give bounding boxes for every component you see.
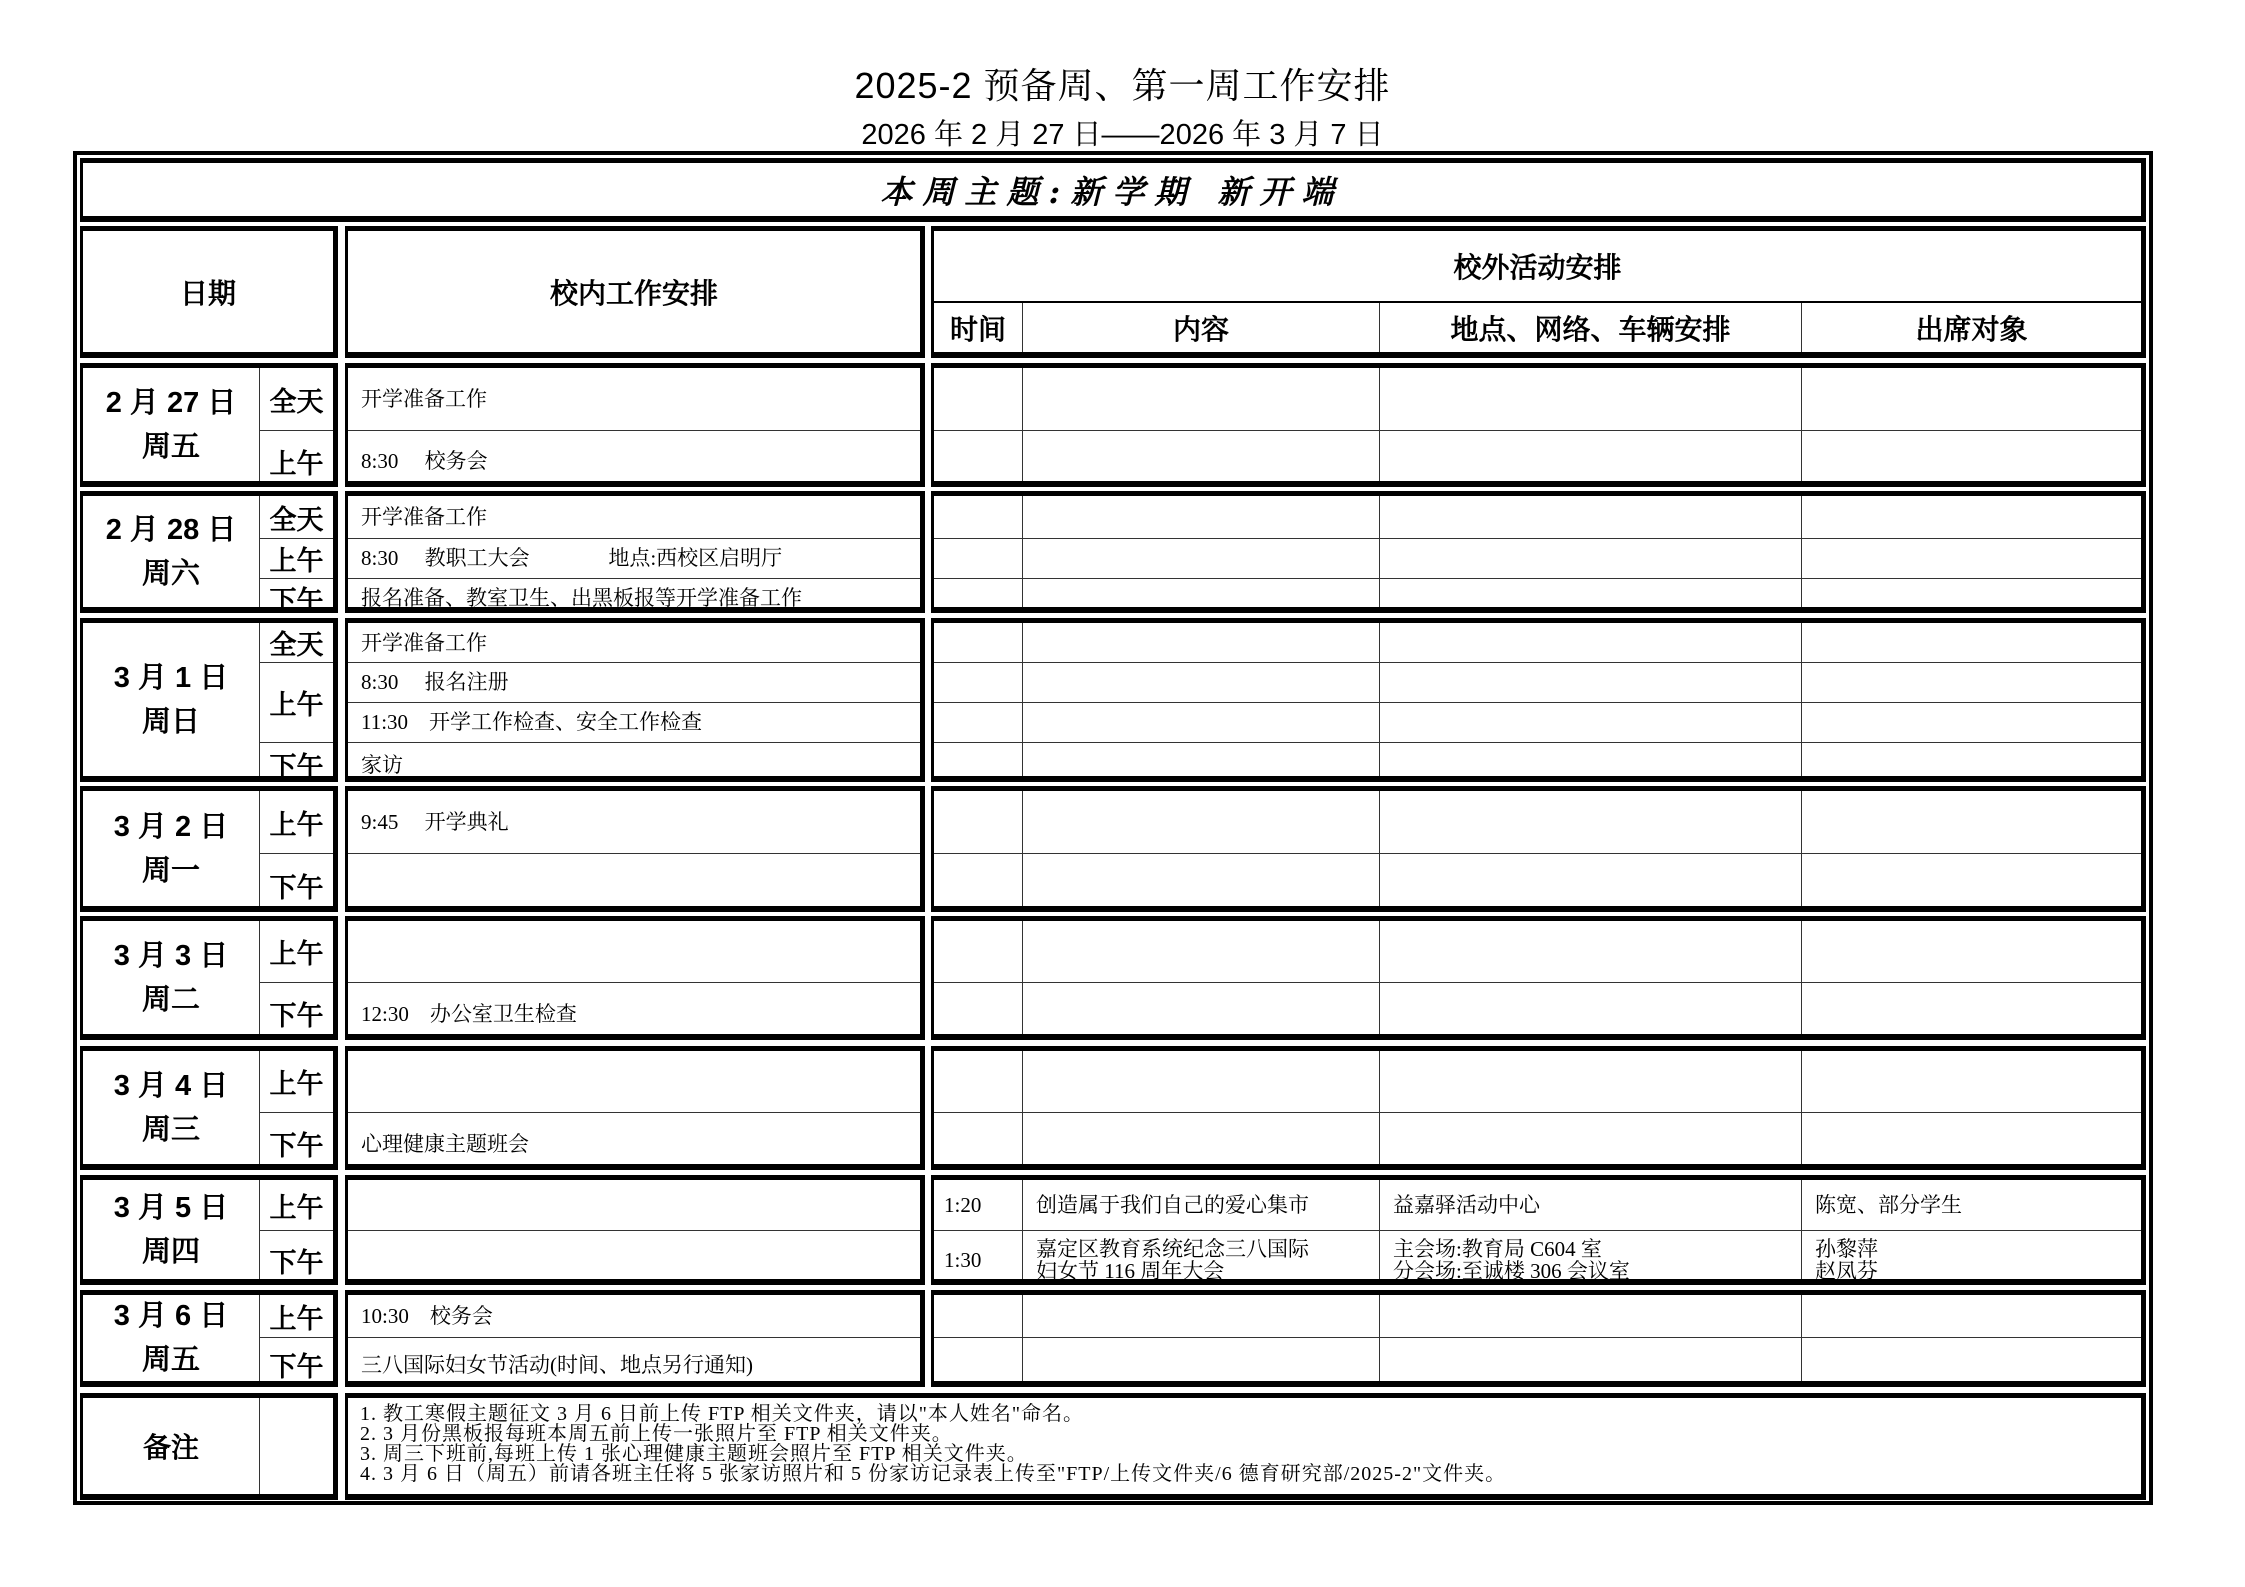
in-school-item: 开学准备工作 (361, 630, 487, 655)
period-label: 上午 (269, 545, 324, 577)
day-in-school-block (345, 786, 925, 912)
day-date: 3 月 4 日 (113, 1069, 229, 1102)
external-attendees (1802, 1230, 2142, 1290)
day-out-school-block (931, 1290, 2146, 1387)
day-in-school-block (345, 363, 925, 487)
header-date: 日期 (179, 276, 236, 310)
theme-row (80, 158, 2146, 222)
day-date: 3 月 5 日 (113, 1191, 229, 1224)
day-weekday: 周五 (141, 1344, 200, 1376)
day-out-school-block (931, 491, 2146, 613)
period-label: 上午 (269, 1192, 324, 1224)
day-in-school-block (345, 1290, 925, 1387)
external-location-line: 分会场:至诚楼 306 会议室 (1393, 1259, 1630, 1283)
in-school-item: 11:30 开学工作检查、安全工作检查 (361, 710, 703, 734)
day-date-cell (83, 623, 259, 776)
external-location-line: 益嘉驿活动中心 (1393, 1193, 1540, 1217)
in-school-item: 家访 (361, 752, 403, 777)
day-in-school-block (345, 1175, 925, 1285)
day-weekday: 周五 (141, 430, 200, 463)
day-date-block (80, 786, 338, 912)
in-school-item (348, 1230, 920, 1290)
document-title: 2025-2 预备周、第一周工作安排 (854, 65, 1391, 106)
period-label: 上午 (269, 1069, 324, 1100)
period-label: 下午 (269, 1247, 324, 1279)
day-date: 3 月 2 日 (113, 810, 229, 843)
day-out-school-block (931, 786, 2146, 912)
day-out-school-block (931, 1046, 2146, 1170)
external-time: 1:20 (944, 1193, 982, 1217)
period-label: 下午 (269, 752, 324, 783)
period-label: 下午 (269, 1001, 324, 1032)
notes-block (345, 1393, 2146, 1500)
external-content-line: 创造属于我们自己的爱心集市 (1036, 1193, 1309, 1217)
external-location (1380, 1230, 1801, 1290)
note-item: 4. 3 月 6 日（周五）前请各班主任将 5 张家访照片和 5 份家访记录表上传至"FTP/上传文件夹/6 德育研究部/2025-2"文件夹。 (360, 1463, 1507, 1485)
day-date: 2 月 27 日 (105, 386, 237, 419)
period-label: 全天 (269, 630, 324, 661)
header-content: 内容 (1172, 312, 1229, 346)
day-out-school-block (931, 618, 2146, 782)
day-date-cell (83, 1180, 259, 1279)
external-content (1023, 1230, 1379, 1290)
day-date-block (80, 1290, 338, 1387)
in-school-item: 8:30 报名注册 (361, 670, 509, 694)
day-date-block (80, 1175, 338, 1285)
day-date-cell (83, 791, 259, 906)
day-date-cell (83, 496, 259, 607)
day-date-block (80, 618, 338, 782)
notes-list (348, 1398, 2141, 1494)
header-out-school-block (931, 226, 2146, 358)
period-label: 下午 (269, 872, 324, 904)
day-weekday: 周六 (141, 557, 200, 590)
day-out-school-block (931, 916, 2146, 1040)
external-content-line: 妇女节 116 周年大会 (1036, 1259, 1225, 1283)
period-label: 全天 (269, 386, 324, 418)
header-in-school: 校内工作安排 (549, 276, 718, 310)
period-label: 下午 (269, 585, 324, 617)
day-date: 3 月 1 日 (113, 661, 229, 694)
in-school-item (348, 1180, 920, 1230)
external-location-line: 主会场:教育局 C604 室 (1393, 1237, 1602, 1261)
day-date-cell (83, 921, 259, 1034)
day-in-school-block (345, 618, 925, 782)
external-attendees-line: 孙黎萍 (1815, 1237, 1878, 1261)
in-school-item: 12:30 办公室卫生检查 (361, 1001, 577, 1026)
external-time: 1:30 (944, 1248, 982, 1272)
in-school-item: 三八国际妇女节活动(时间、地点另行通知) (361, 1352, 753, 1377)
day-date: 3 月 3 日 (113, 939, 229, 972)
header-attendees: 出席对象 (1915, 312, 2028, 346)
day-date: 2 月 28 日 (105, 513, 237, 546)
date-range: 2026 年 2 月 27 日——2026 年 3 月 7 日 (861, 119, 1384, 151)
in-school-item: 8:30 教职工大会 地点:西校区启明厅 (361, 546, 783, 570)
period-label: 上午 (269, 448, 324, 480)
note-item: 2. 3 月份黑板报每班本周五前上传一张照片至 FTP 相关文件夹。 (360, 1423, 953, 1445)
day-weekday: 周三 (141, 1113, 200, 1146)
day-date-cell (83, 1295, 259, 1381)
in-school-item: 10:30 校务会 (361, 1304, 493, 1328)
day-date-cell (83, 368, 259, 481)
period-label: 上午 (269, 939, 324, 970)
in-school-item: 开学准备工作 (361, 387, 487, 411)
day-out-school-block (931, 1175, 2146, 1285)
in-school-item: 心理健康主题班会 (361, 1131, 529, 1156)
day-weekday: 周二 (141, 983, 200, 1016)
in-school-item: 9:45 开学典礼 (361, 810, 509, 834)
header-date-block (80, 226, 338, 358)
week-theme: 本周主题:新学期 新开端 (880, 172, 1344, 211)
in-school-item (348, 1051, 920, 1112)
day-date-block (80, 363, 338, 487)
period-label: 上午 (269, 1303, 324, 1335)
in-school-item: 开学准备工作 (361, 505, 487, 529)
period-label: 下午 (269, 1352, 324, 1383)
notes-label-block (80, 1393, 338, 1500)
external-content-line: 嘉定区教育系统纪念三八国际 (1036, 1237, 1309, 1261)
external-attendees-line: 赵凤芬 (1815, 1259, 1878, 1283)
day-in-school-block (345, 916, 925, 1040)
day-in-school-block (345, 491, 925, 613)
day-date: 3 月 6 日 (113, 1300, 229, 1332)
day-date-block (80, 916, 338, 1040)
day-date-cell (83, 1051, 259, 1164)
external-attendees-line: 陈宽、部分学生 (1815, 1193, 1962, 1217)
day-weekday: 周四 (141, 1235, 200, 1268)
period-label: 下午 (269, 1131, 324, 1162)
external-content (1023, 1180, 1379, 1230)
note-item: 3. 周三下班前,每班上传 1 张心理健康主题班会照片至 FTP 相关文件夹。 (360, 1443, 1028, 1465)
notes-label: 备注 (142, 1431, 199, 1464)
external-location (1380, 1180, 1801, 1230)
day-out-school-block (931, 363, 2146, 487)
header-out-school: 校外活动安排 (1453, 251, 1622, 284)
note-item: 1. 教工寒假主题征文 3 月 6 日前上传 FTP 相关文件夹，请以"本人姓名"命名。 (360, 1403, 1085, 1425)
day-date-block (80, 1046, 338, 1170)
header-location: 地点、网络、车辆安排 (1450, 312, 1731, 346)
in-school-item (348, 853, 920, 917)
in-school-item: 报名准备、教室卫生、出黑板报等开学准备工作 (361, 586, 802, 610)
period-label: 上午 (269, 689, 324, 721)
header-in-school-block (345, 226, 925, 358)
period-label: 上午 (269, 809, 324, 841)
external-attendees (1802, 1180, 2142, 1230)
day-weekday: 周一 (141, 854, 200, 887)
day-in-school-block (345, 1046, 925, 1170)
in-school-item: 8:30 校务会 (361, 449, 488, 473)
day-weekday: 周日 (141, 705, 200, 738)
header-time: 时间 (949, 312, 1006, 346)
in-school-item (348, 921, 920, 982)
day-date-block (80, 491, 338, 617)
period-label: 全天 (269, 504, 324, 536)
